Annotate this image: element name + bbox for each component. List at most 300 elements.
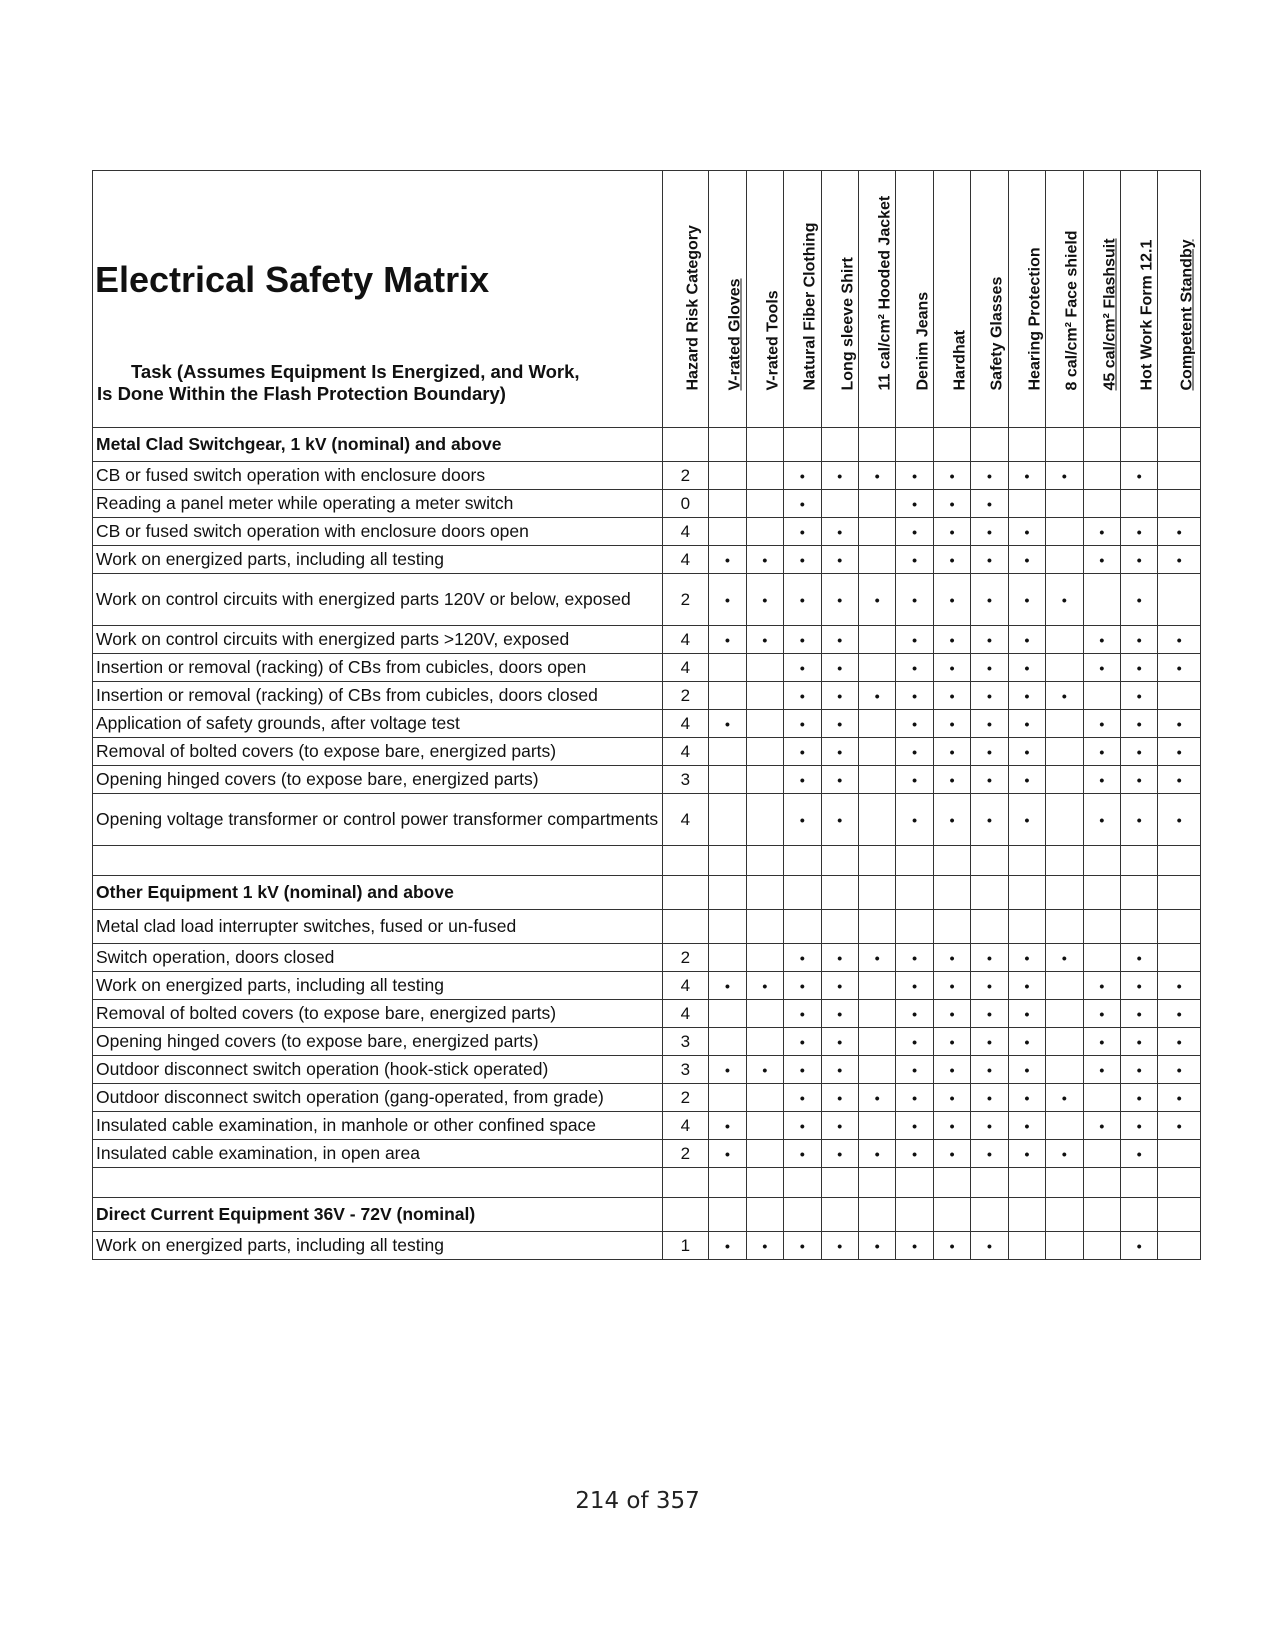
hazard-category: 2 bbox=[662, 1140, 709, 1168]
empty-cell bbox=[1046, 428, 1083, 462]
empty-cell bbox=[746, 682, 783, 710]
bullet-mark: • bbox=[1121, 1112, 1158, 1140]
bullet-mark: • bbox=[784, 546, 821, 574]
bullet-mark: • bbox=[1008, 1028, 1045, 1056]
empty-cell bbox=[1158, 876, 1200, 910]
empty-cell bbox=[1008, 910, 1045, 944]
empty-cell bbox=[746, 944, 783, 972]
bullet-mark: • bbox=[821, 1084, 858, 1112]
empty-cell bbox=[896, 876, 933, 910]
table-row bbox=[93, 546, 1201, 574]
bullet-mark: • bbox=[709, 972, 746, 1000]
bullet-mark: • bbox=[1121, 1232, 1158, 1260]
empty-cell bbox=[1046, 1056, 1083, 1084]
page-title: Electrical Safety Matrix bbox=[95, 259, 490, 300]
bullet-mark: • bbox=[1121, 1140, 1158, 1168]
bullet-mark: • bbox=[896, 682, 933, 710]
task-label: Removal of bolted covers (to expose bare, energized parts) bbox=[93, 738, 663, 766]
bullet-mark: • bbox=[821, 574, 858, 626]
empty-cell bbox=[709, 738, 746, 766]
empty-cell bbox=[746, 1028, 783, 1056]
bullet-mark: • bbox=[821, 1112, 858, 1140]
bullet-mark: • bbox=[709, 1140, 746, 1168]
bullet-mark: • bbox=[971, 738, 1008, 766]
empty-cell bbox=[1158, 490, 1200, 518]
column-header bbox=[1046, 171, 1083, 428]
bullet-mark: • bbox=[896, 1140, 933, 1168]
empty-cell bbox=[971, 876, 1008, 910]
bullet-mark: • bbox=[784, 574, 821, 626]
column-header bbox=[858, 171, 895, 428]
bullet-mark: • bbox=[971, 944, 1008, 972]
bullet-mark: • bbox=[1121, 738, 1158, 766]
empty-cell bbox=[746, 910, 783, 944]
bullet-mark: • bbox=[1008, 462, 1045, 490]
hazard-category: 3 bbox=[662, 1028, 709, 1056]
empty-cell bbox=[858, 876, 895, 910]
bullet-mark: • bbox=[784, 972, 821, 1000]
bullet-mark: • bbox=[933, 1140, 970, 1168]
bullet-mark: • bbox=[933, 1056, 970, 1084]
bullet-mark: • bbox=[1046, 574, 1083, 626]
bullet-mark: • bbox=[746, 1232, 783, 1260]
empty-cell bbox=[858, 766, 895, 794]
empty-cell bbox=[858, 428, 895, 462]
bullet-mark: • bbox=[971, 1000, 1008, 1028]
bullet-mark: • bbox=[821, 1056, 858, 1084]
bullet-mark: • bbox=[821, 944, 858, 972]
task-label: CB or fused switch operation with enclosure doors bbox=[93, 462, 663, 490]
bullet-mark: • bbox=[1008, 710, 1045, 738]
bullet-mark: • bbox=[896, 944, 933, 972]
empty-cell bbox=[1083, 1084, 1120, 1112]
bullet-mark: • bbox=[746, 546, 783, 574]
bullet-mark: • bbox=[1008, 766, 1045, 794]
empty-cell bbox=[709, 428, 746, 462]
bullet-mark: • bbox=[971, 1112, 1008, 1140]
hazard-category: 2 bbox=[662, 574, 709, 626]
column-header-label: Hearing Protection bbox=[1026, 247, 1044, 391]
bullet-mark: • bbox=[784, 738, 821, 766]
bullet-mark: • bbox=[1008, 972, 1045, 1000]
bullet-mark: • bbox=[784, 1232, 821, 1260]
table-row bbox=[93, 766, 1201, 794]
bullet-mark: • bbox=[1008, 682, 1045, 710]
bullet-mark: • bbox=[1008, 1140, 1045, 1168]
empty-cell bbox=[1121, 1198, 1158, 1232]
bullet-mark: • bbox=[784, 626, 821, 654]
empty-cell bbox=[784, 1168, 821, 1198]
empty-cell bbox=[1046, 794, 1083, 846]
empty-cell bbox=[746, 518, 783, 546]
task-label: Switch operation, doors closed bbox=[93, 944, 663, 972]
bullet-mark: • bbox=[1008, 738, 1045, 766]
hazard-category: 2 bbox=[662, 462, 709, 490]
bullet-mark: • bbox=[1158, 1112, 1200, 1140]
empty-cell bbox=[1083, 1140, 1120, 1168]
empty-cell bbox=[858, 710, 895, 738]
column-header-label: Denim Jeans bbox=[914, 291, 932, 391]
column-header-label: Hardhat bbox=[951, 330, 969, 391]
bullet-mark: • bbox=[896, 1056, 933, 1084]
bullet-mark: • bbox=[784, 682, 821, 710]
empty-cell bbox=[1158, 1232, 1200, 1260]
bullet-mark: • bbox=[1083, 738, 1120, 766]
bullet-mark: • bbox=[1121, 546, 1158, 574]
table-row bbox=[93, 738, 1201, 766]
empty-cell bbox=[933, 876, 970, 910]
bullet-mark: • bbox=[1083, 1028, 1120, 1056]
bullet-mark: • bbox=[821, 766, 858, 794]
table-row bbox=[93, 490, 1201, 518]
bullet-mark: • bbox=[1046, 944, 1083, 972]
hazard-category: 4 bbox=[662, 710, 709, 738]
empty-cell bbox=[971, 428, 1008, 462]
empty-cell bbox=[709, 490, 746, 518]
empty-cell bbox=[858, 1056, 895, 1084]
bullet-mark: • bbox=[821, 626, 858, 654]
column-header bbox=[933, 171, 970, 428]
bullet-mark: • bbox=[821, 710, 858, 738]
empty-cell bbox=[746, 1084, 783, 1112]
bullet-mark: • bbox=[1083, 1056, 1120, 1084]
empty-cell bbox=[1158, 944, 1200, 972]
hazard-category bbox=[662, 876, 709, 910]
table-row bbox=[93, 518, 1201, 546]
bullet-mark: • bbox=[933, 654, 970, 682]
empty-cell bbox=[858, 546, 895, 574]
bullet-mark: • bbox=[1046, 1140, 1083, 1168]
hazard-category: 4 bbox=[662, 546, 709, 574]
table-row bbox=[93, 710, 1201, 738]
bullet-mark: • bbox=[896, 1112, 933, 1140]
column-header bbox=[662, 171, 709, 428]
bullet-mark: • bbox=[1083, 518, 1120, 546]
bullet-mark: • bbox=[1008, 574, 1045, 626]
bullet-mark: • bbox=[933, 462, 970, 490]
column-header bbox=[1121, 171, 1158, 428]
section-row bbox=[93, 1198, 1201, 1232]
empty-cell bbox=[1121, 876, 1158, 910]
column-header bbox=[784, 171, 821, 428]
empty-cell bbox=[746, 1168, 783, 1198]
task-label: Insertion or removal (racking) of CBs from cubicles, doors open bbox=[93, 654, 663, 682]
bullet-mark: • bbox=[933, 972, 970, 1000]
empty-cell bbox=[1008, 876, 1045, 910]
bullet-mark: • bbox=[971, 1232, 1008, 1260]
empty-cell bbox=[821, 490, 858, 518]
bullet-mark: • bbox=[933, 546, 970, 574]
hazard-category bbox=[662, 1198, 709, 1232]
bullet-mark: • bbox=[896, 626, 933, 654]
page-number: 214 of 357 bbox=[575, 1488, 700, 1514]
empty-cell bbox=[858, 738, 895, 766]
empty-cell bbox=[1046, 1168, 1083, 1198]
empty-cell bbox=[709, 682, 746, 710]
bullet-mark: • bbox=[821, 462, 858, 490]
empty-cell bbox=[746, 794, 783, 846]
empty-cell bbox=[1158, 1198, 1200, 1232]
empty-cell bbox=[858, 972, 895, 1000]
empty-cell bbox=[709, 518, 746, 546]
empty-cell bbox=[746, 710, 783, 738]
bullet-mark: • bbox=[933, 1000, 970, 1028]
bullet-mark: • bbox=[746, 1056, 783, 1084]
bullet-mark: • bbox=[1158, 1084, 1200, 1112]
column-header bbox=[821, 171, 858, 428]
bullet-mark: • bbox=[933, 682, 970, 710]
bullet-mark: • bbox=[933, 490, 970, 518]
hazard-category: 4 bbox=[662, 1000, 709, 1028]
empty-cell bbox=[821, 1168, 858, 1198]
empty-cell bbox=[709, 1198, 746, 1232]
bullet-mark: • bbox=[896, 738, 933, 766]
empty-cell bbox=[709, 654, 746, 682]
bullet-mark: • bbox=[1158, 626, 1200, 654]
bullet-mark: • bbox=[821, 1028, 858, 1056]
empty-cell bbox=[1046, 654, 1083, 682]
empty-cell bbox=[746, 490, 783, 518]
bullet-mark: • bbox=[971, 1056, 1008, 1084]
empty-cell bbox=[933, 428, 970, 462]
task-label: Work on energized parts, including all testing bbox=[93, 1232, 663, 1260]
bullet-mark: • bbox=[784, 710, 821, 738]
bullet-mark: • bbox=[821, 794, 858, 846]
bullet-mark: • bbox=[746, 626, 783, 654]
task-label: Work on control circuits with energized parts >120V, exposed bbox=[93, 626, 663, 654]
hazard-category bbox=[662, 910, 709, 944]
section-heading: Metal Clad Switchgear, 1 kV (nominal) and above bbox=[93, 428, 663, 462]
empty-cell bbox=[1158, 682, 1200, 710]
bullet-mark: • bbox=[858, 1084, 895, 1112]
bullet-mark: • bbox=[896, 574, 933, 626]
bullet-mark: • bbox=[896, 654, 933, 682]
empty-cell bbox=[1083, 490, 1120, 518]
empty-cell bbox=[1121, 490, 1158, 518]
table-row bbox=[93, 794, 1201, 846]
bullet-mark: • bbox=[933, 766, 970, 794]
column-header-label: Hazard Risk Category bbox=[684, 225, 702, 391]
table-row bbox=[93, 654, 1201, 682]
empty-cell bbox=[1008, 1168, 1045, 1198]
column-header-label: Safety Glasses bbox=[988, 276, 1006, 391]
bullet-mark: • bbox=[1008, 546, 1045, 574]
task-label: Outdoor disconnect switch operation (hook-stick operated) bbox=[93, 1056, 663, 1084]
bullet-mark: • bbox=[896, 546, 933, 574]
empty-cell bbox=[746, 738, 783, 766]
bullet-mark: • bbox=[784, 794, 821, 846]
empty-cell bbox=[1158, 846, 1200, 876]
bullet-mark: • bbox=[821, 1140, 858, 1168]
bullet-mark: • bbox=[1158, 518, 1200, 546]
blank-row bbox=[93, 1168, 1201, 1198]
section-row bbox=[93, 876, 1201, 910]
empty-cell bbox=[971, 910, 1008, 944]
hazard-category: 4 bbox=[662, 518, 709, 546]
empty-cell bbox=[746, 428, 783, 462]
bullet-mark: • bbox=[784, 1084, 821, 1112]
empty-cell bbox=[709, 794, 746, 846]
hazard-category: 3 bbox=[662, 1056, 709, 1084]
bullet-mark: • bbox=[1121, 710, 1158, 738]
empty-cell bbox=[1046, 1232, 1083, 1260]
task-label: Work on energized parts, including all testing bbox=[93, 972, 663, 1000]
bullet-mark: • bbox=[784, 1000, 821, 1028]
bullet-mark: • bbox=[933, 1112, 970, 1140]
table-row bbox=[93, 1232, 1201, 1260]
bullet-mark: • bbox=[858, 1140, 895, 1168]
task-label: Opening hinged covers (to expose bare, energized parts) bbox=[93, 766, 663, 794]
empty-cell bbox=[1158, 428, 1200, 462]
bullet-mark: • bbox=[1121, 794, 1158, 846]
column-header bbox=[896, 171, 933, 428]
empty-cell bbox=[1008, 428, 1045, 462]
bullet-mark: • bbox=[971, 626, 1008, 654]
empty-cell bbox=[1121, 910, 1158, 944]
hazard-category: 2 bbox=[662, 682, 709, 710]
empty-cell bbox=[1046, 846, 1083, 876]
hazard-category: 3 bbox=[662, 766, 709, 794]
empty-cell bbox=[1083, 1198, 1120, 1232]
empty-cell bbox=[746, 876, 783, 910]
bullet-mark: • bbox=[896, 1000, 933, 1028]
bullet-mark: • bbox=[896, 1084, 933, 1112]
empty-cell bbox=[709, 1084, 746, 1112]
empty-cell bbox=[858, 518, 895, 546]
empty-cell bbox=[1083, 682, 1120, 710]
bullet-mark: • bbox=[858, 1232, 895, 1260]
empty-cell bbox=[709, 846, 746, 876]
bullet-mark: • bbox=[1121, 682, 1158, 710]
hazard-category bbox=[662, 428, 709, 462]
empty-cell bbox=[1046, 766, 1083, 794]
column-header bbox=[709, 171, 746, 428]
empty-cell bbox=[1083, 846, 1120, 876]
bullet-mark: • bbox=[1158, 1056, 1200, 1084]
hazard-category: 4 bbox=[662, 972, 709, 1000]
empty-cell bbox=[1046, 518, 1083, 546]
table-row bbox=[93, 1140, 1201, 1168]
bullet-mark: • bbox=[821, 1000, 858, 1028]
empty-cell bbox=[709, 766, 746, 794]
empty-cell bbox=[1121, 428, 1158, 462]
bullet-mark: • bbox=[1083, 1000, 1120, 1028]
empty-cell bbox=[746, 654, 783, 682]
column-header bbox=[1008, 171, 1045, 428]
section-row bbox=[93, 428, 1201, 462]
empty-cell bbox=[1083, 1232, 1120, 1260]
empty-cell bbox=[896, 846, 933, 876]
empty-cell bbox=[858, 1168, 895, 1198]
bullet-mark: • bbox=[1121, 518, 1158, 546]
bullet-mark: • bbox=[784, 654, 821, 682]
empty-cell bbox=[858, 490, 895, 518]
bullet-mark: • bbox=[1008, 1000, 1045, 1028]
bullet-mark: • bbox=[709, 1232, 746, 1260]
bullet-mark: • bbox=[933, 1028, 970, 1056]
bullet-mark: • bbox=[933, 710, 970, 738]
empty-cell bbox=[1121, 1168, 1158, 1198]
empty-cell bbox=[1046, 1028, 1083, 1056]
empty-cell bbox=[1158, 910, 1200, 944]
empty-cell bbox=[709, 876, 746, 910]
task-label: CB or fused switch operation with enclosure doors open bbox=[93, 518, 663, 546]
bullet-mark: • bbox=[971, 1140, 1008, 1168]
task-label: Application of safety grounds, after voltage test bbox=[93, 710, 663, 738]
empty-cell bbox=[1008, 1232, 1045, 1260]
safety-matrix-table bbox=[92, 170, 1201, 1260]
empty-cell bbox=[1083, 944, 1120, 972]
empty-cell bbox=[858, 910, 895, 944]
table-row bbox=[93, 944, 1201, 972]
empty-cell bbox=[933, 1198, 970, 1232]
bullet-mark: • bbox=[1158, 546, 1200, 574]
empty-cell bbox=[1083, 462, 1120, 490]
bullet-mark: • bbox=[1158, 794, 1200, 846]
bullet-mark: • bbox=[971, 462, 1008, 490]
empty-cell bbox=[1046, 876, 1083, 910]
empty-cell bbox=[746, 846, 783, 876]
subtitle-line-2: Is Done Within the Flash Protection Boundary) bbox=[97, 383, 506, 404]
bullet-mark: • bbox=[1121, 654, 1158, 682]
table-row bbox=[93, 1000, 1201, 1028]
empty-cell bbox=[784, 910, 821, 944]
bullet-mark: • bbox=[971, 518, 1008, 546]
bullet-mark: • bbox=[709, 1056, 746, 1084]
empty-cell bbox=[746, 1140, 783, 1168]
empty-cell bbox=[709, 462, 746, 490]
bullet-mark: • bbox=[1008, 1056, 1045, 1084]
empty-cell bbox=[1158, 1168, 1200, 1198]
empty-cell bbox=[896, 428, 933, 462]
bullet-mark: • bbox=[1083, 710, 1120, 738]
empty-cell bbox=[821, 910, 858, 944]
bullet-mark: • bbox=[1083, 546, 1120, 574]
empty-cell bbox=[1046, 546, 1083, 574]
blank-cell bbox=[93, 1168, 663, 1198]
empty-cell bbox=[1046, 910, 1083, 944]
task-label: Outdoor disconnect switch operation (gang-operated, from grade) bbox=[93, 1084, 663, 1112]
table-row bbox=[93, 1084, 1201, 1112]
table-row bbox=[93, 1028, 1201, 1056]
subtitle-line-1: Task (Assumes Equipment Is Energized, and Work, bbox=[131, 361, 580, 382]
bullet-mark: • bbox=[971, 1028, 1008, 1056]
empty-cell bbox=[858, 626, 895, 654]
table-row bbox=[93, 626, 1201, 654]
section-heading: Metal clad load interrupter switches, fused or un-fused bbox=[93, 910, 663, 944]
bullet-mark: • bbox=[821, 682, 858, 710]
hazard-category: 4 bbox=[662, 738, 709, 766]
empty-cell bbox=[1046, 490, 1083, 518]
empty-cell bbox=[821, 1198, 858, 1232]
empty-cell bbox=[821, 428, 858, 462]
empty-cell bbox=[858, 794, 895, 846]
bullet-mark: • bbox=[896, 794, 933, 846]
bullet-mark: • bbox=[971, 546, 1008, 574]
section-heading: Direct Current Equipment 36V - 72V (nominal) bbox=[93, 1198, 663, 1232]
empty-cell bbox=[709, 1000, 746, 1028]
hazard-category: 4 bbox=[662, 654, 709, 682]
title-cell bbox=[93, 171, 663, 428]
task-label: Opening hinged covers (to expose bare, energized parts) bbox=[93, 1028, 663, 1056]
task-label: Insertion or removal (racking) of CBs from cubicles, doors closed bbox=[93, 682, 663, 710]
empty-cell bbox=[858, 1112, 895, 1140]
table-row bbox=[93, 1112, 1201, 1140]
empty-cell bbox=[1008, 1198, 1045, 1232]
bullet-mark: • bbox=[1158, 1000, 1200, 1028]
empty-cell bbox=[1046, 972, 1083, 1000]
empty-cell bbox=[709, 944, 746, 972]
